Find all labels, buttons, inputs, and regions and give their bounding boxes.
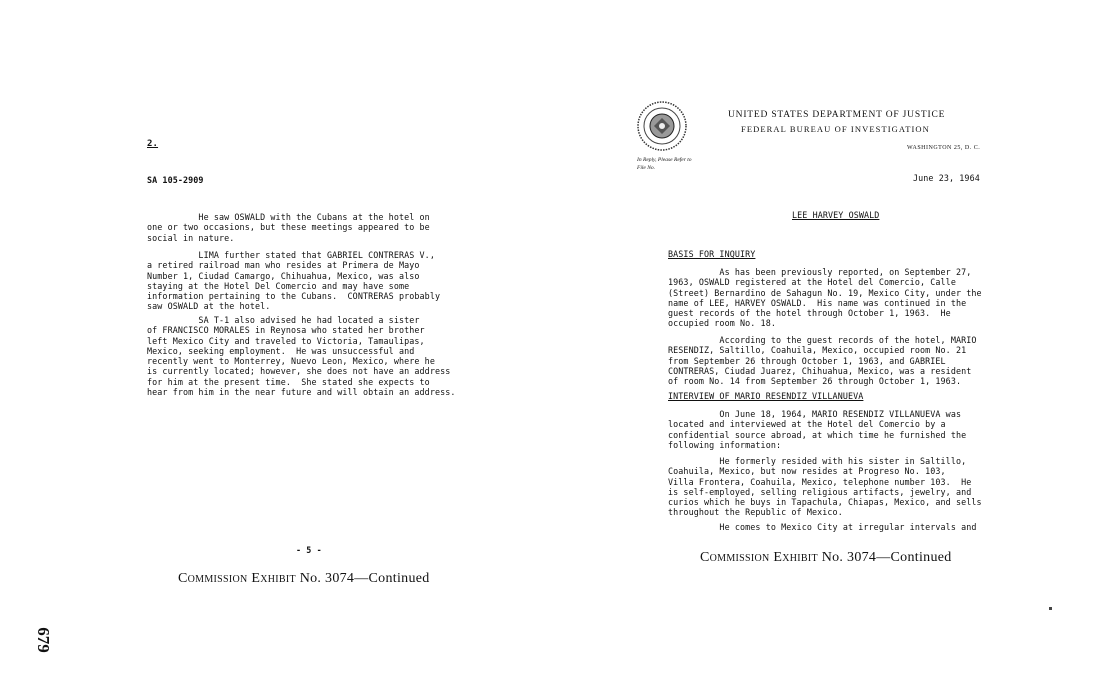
exhibit-caption — [178, 571, 430, 587]
exhibit-caption — [700, 550, 952, 566]
caption-suffix: No. 3074—Continued — [299, 571, 430, 586]
department-name: UNITED STATES DEPARTMENT OF JUSTICE — [728, 110, 946, 120]
doj-seal-icon — [636, 100, 688, 152]
margin-page-number: 679 — [33, 627, 53, 653]
caption-suffix: No. 3074—Continued — [821, 550, 952, 565]
file-no-label: File No. — [637, 165, 656, 171]
paragraph: SA T-1 also advised he had located a sister of FRANCISCO MORALES in Reynosa who stated her brother left Mexico City and traveled to Victoria, Tamaulipas, Mexico, seeking employment. He was unsuccessful and recently went to Monterrey, Nuevo Leon, Mexico, where he is currently located; however, she does not have an address for him at the present time. She stated she expects to hear from him in the near future and will obtain an address. — [147, 315, 456, 398]
document-date: June 23, 1964 — [913, 173, 980, 183]
paragraph: According to the guest records of the hotel, MARIO RESENDIZ, Saltillo, Coahuila, Mexico, occupied room No. 21 from September 26 through October 1, 1963, and GABRIEL CONTRERAS, Ciudad Juarez, Chihuahua, Mexico, was a resident of room No. 14 from September 26 through October 1, 1963. — [668, 335, 977, 387]
reply-note: In Reply, Please Refer to — [637, 157, 692, 163]
section-heading-basis: BASIS FOR INQUIRY — [668, 249, 756, 259]
bureau-name: FEDERAL BUREAU OF INVESTIGATION — [741, 124, 930, 134]
paragraph: On June 18, 1964, MARIO RESENDIZ VILLANUEVA was located and interviewed at the Hotel del Comercio by a confidential source abroad, at which time he furnished the following information: — [668, 409, 967, 450]
paragraph: He saw OSWALD with the Cubans at the hotel on one or two occasions, but these meetings appeared to be social in nature. — [147, 212, 430, 243]
stray-mark — [1049, 607, 1052, 610]
paragraph: He formerly resided with his sister in Saltillo, Coahuila, Mexico, but now resides at Progreso No. 103, Villa Frontera, Coahuila, Mexico, telephone number 103. He is self-employed, selling religious artifacts, jewelry, and curios which he buys in Tapachula, Chiapas, Mexico, and sells throughout the Republic of Mexico. — [668, 456, 982, 518]
location: WASHINGTON 25, D. C. — [907, 145, 981, 151]
paragraph: He comes to Mexico City at irregular intervals and — [668, 522, 977, 532]
subject-heading: LEE HARVEY OSWALD — [792, 210, 880, 220]
caption-prefix: Commission Exhibit — [700, 550, 818, 565]
page-footer-number: - 5 - — [296, 545, 322, 555]
paragraph: As has been previously reported, on September 27, 1963, OSWALD registered at the Hotel del Comercio, Calle (Street) Bernardino de Sahagun No. 19, Mexico City, under the name of LEE, HARVEY OSWALD. His name was continued in the guest records of the hotel through October 1, 1963. He occupied room No. 18. — [668, 267, 982, 329]
caption-prefix: Commission Exhibit — [178, 571, 296, 586]
file-number: SA 105-2909 — [147, 175, 204, 185]
section-heading-interview: INTERVIEW OF MARIO RESENDIZ VILLANUEVA — [668, 391, 864, 401]
page-number: 2. — [147, 139, 159, 149]
paragraph: LIMA further stated that GABRIEL CONTRERAS V., a retired railroad man who resides at Primera de Mayo Number 1, Ciudad Camargo, Chihuahua, Mexico, was also staying at the Hotel Del Comercio and may have some information pertaining to the Cubans. CONTRERAS probably saw OSWALD at the hotel. — [147, 250, 441, 312]
